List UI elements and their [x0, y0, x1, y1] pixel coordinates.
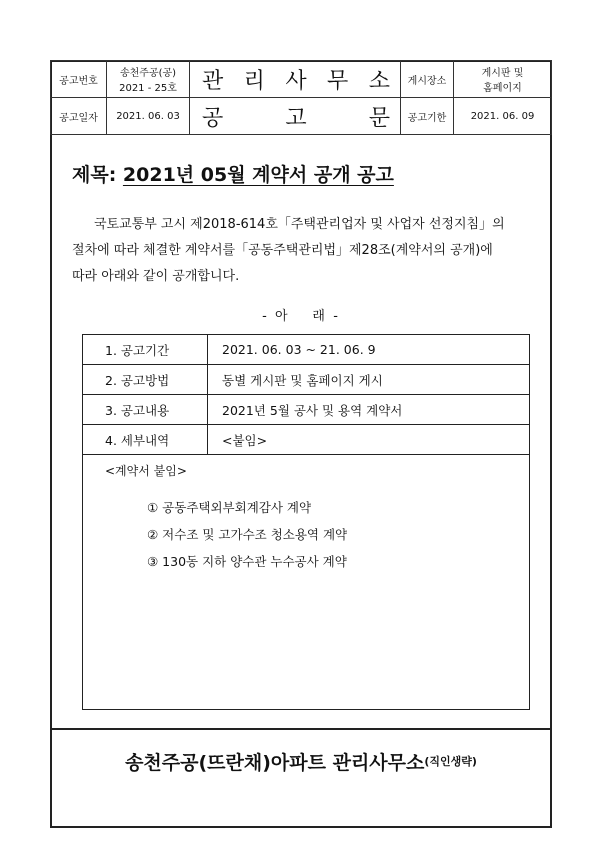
posting-place-value [454, 61, 552, 98]
notice-title-char: 고 [285, 105, 307, 131]
office-title-char: 사 [285, 68, 307, 94]
deadline-value: 2021. 06. 09 [454, 98, 552, 135]
table-row [83, 425, 530, 455]
office-title-char: 관 [202, 68, 224, 94]
section-heading: - 아 래 - [262, 309, 338, 324]
table-row [83, 395, 530, 425]
info-value: <붙임> [208, 425, 530, 455]
office-title-cell [190, 61, 401, 98]
info-label: 2. 공고방법 [83, 365, 208, 395]
document-title [72, 160, 394, 187]
table-row [83, 335, 530, 365]
notice-date-value: 2021. 06. 03 [107, 98, 190, 135]
body-line: 국토교통부 고시 제2018-614호「주택관리업자 및 사업자 선정지침」의 [94, 217, 505, 232]
posting-place-label: 게시장소 [401, 61, 454, 98]
info-value: 동별 게시판 및 홈페이지 게시 [208, 365, 530, 395]
office-title-char: 리 [243, 68, 265, 94]
info-value: 2021년 5월 공사 및 용역 계약서 [208, 395, 530, 425]
info-value: 2021. 06. 03 ~ 21. 06. 9 [208, 335, 530, 365]
body-line: 절차에 따라 체결한 계약서를「공동주택관리법」제28조(계약서의 공개)에 [72, 243, 493, 258]
posting-place-value-line2: 홈페이지 [483, 83, 522, 94]
notice-date-label: 공고일자 [51, 98, 107, 135]
notice-title-char: 공 [202, 105, 224, 131]
attachment-header: <계약서 붙임> [105, 464, 187, 478]
table-row [83, 365, 530, 395]
attachment-list [147, 498, 347, 579]
notice-no-value-line2: 2021 - 25호 [119, 83, 177, 94]
title-text: 2021년 05월 계약서 공개 공고 [122, 164, 394, 186]
notice-header-table [50, 60, 552, 135]
notice-no-label: 공고번호 [51, 61, 107, 98]
notice-no-value-line1: 송천주공(공) [119, 68, 177, 79]
deadline-label: 공고기한 [401, 98, 454, 135]
seal-note: (직인생략) [424, 755, 477, 768]
posting-place-value-line1: 게시판 및 [481, 68, 524, 79]
footer-signature [50, 728, 552, 792]
body-line: 따라 아래와 같이 공개합니다. [72, 269, 240, 284]
body-text [72, 212, 534, 290]
notice-title-char: 문 [368, 105, 390, 131]
office-title-char: 소 [368, 68, 390, 94]
info-label: 1. 공고기간 [83, 335, 208, 365]
notice-no-value [107, 61, 190, 98]
list-item: ③ 130동 지하 양수관 누수공사 계약 [147, 554, 347, 569]
info-label: 4. 세부내역 [83, 425, 208, 455]
notice-title-cell [190, 98, 401, 135]
list-item: ① 공동주택외부회계감사 계약 [147, 500, 312, 515]
office-title-char: 무 [327, 68, 349, 94]
list-item: ② 저수조 및 고가수조 청소용역 계약 [147, 527, 348, 542]
title-prefix: 제목: [72, 164, 123, 186]
attachment-box [82, 454, 530, 710]
issuer-name: 송천주공(뜨란채)아파트 관리사무소 [125, 751, 425, 774]
info-label: 3. 공고내용 [83, 395, 208, 425]
info-table [82, 334, 530, 455]
